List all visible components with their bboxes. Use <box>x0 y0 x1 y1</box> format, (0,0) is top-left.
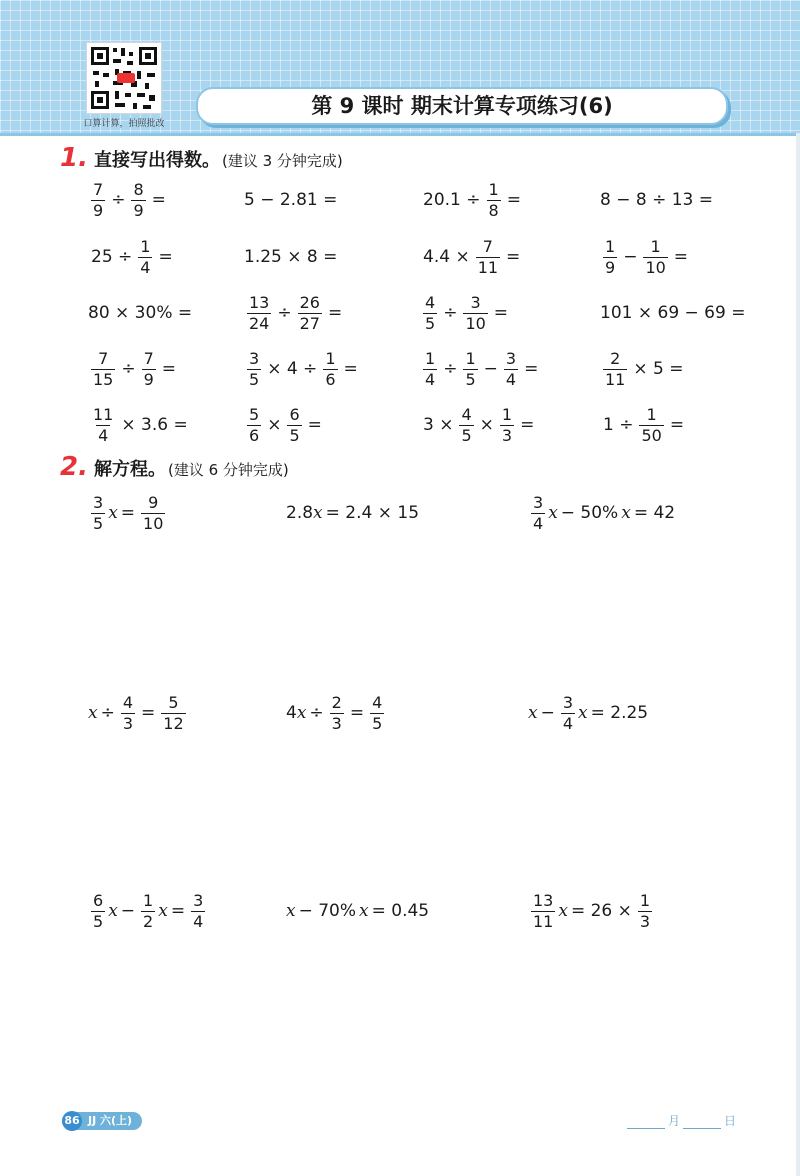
page-header <box>0 0 800 136</box>
qr-caption: 口算计算，拍照批改 <box>83 119 165 129</box>
equation-3: $\frac{3}{4}$ x − 50% x = 42 <box>533 492 676 533</box>
arithmetic-item: 3 × $\frac{4}{5}$ × $\frac{1}{3}$ = <box>423 404 535 445</box>
month-blank[interactable] <box>627 1116 665 1129</box>
equation-5: 4 x ÷ $\frac{2}{3}$ = $\frac{4}{5}$ <box>286 692 383 733</box>
arithmetic-item: $\frac{1}{4}$ ÷ $\frac{1}{5}$ − $\frac{3}{4}$ = <box>425 348 539 389</box>
page-number: 86 <box>62 1111 82 1131</box>
fraction: $\frac{1}{9}$ <box>605 236 616 277</box>
fraction: $\frac{13}{11}$ <box>533 890 554 931</box>
fraction: $\frac{1}{3}$ <box>639 890 651 931</box>
arithmetic-item: 4.4 × $\frac{7}{11}$ = <box>423 236 521 277</box>
section-1-note: (建议 3 分钟完成) <box>221 152 343 170</box>
fraction: $\frac{3}{4}$ <box>193 890 204 931</box>
fraction: $\frac{5}{6}$ <box>249 404 260 445</box>
book-label: JJ 六(上) <box>88 1114 133 1127</box>
fraction: $\frac{4}{5}$ <box>425 292 436 333</box>
arithmetic-item: $\frac{7}{15}$ ÷ $\frac{7}{9}$ = <box>93 348 177 389</box>
equation-1: $\frac{3}{5}$ x = $\frac{9}{10}$ <box>93 492 164 533</box>
arithmetic-item: 20.1 ÷ $\frac{1}{8}$ = <box>423 179 521 220</box>
arithmetic-item: $\frac{4}{5}$ ÷ $\frac{3}{10}$ = <box>425 292 509 333</box>
arithmetic-item: $\frac{2}{11}$ × 5 = <box>605 348 684 389</box>
fraction: $\frac{4}{5}$ <box>461 404 472 445</box>
fraction: $\frac{7}{11}$ <box>477 236 499 277</box>
fraction: $\frac{3}{4}$ <box>505 348 517 389</box>
fraction: $\frac{1}{5}$ <box>465 348 476 389</box>
arithmetic-item: 8 − 8 ÷ 13 = <box>600 190 714 210</box>
arithmetic-item: $\frac{11}{4}$ × 3.6 = <box>93 404 188 445</box>
fraction: $\frac{1}{4}$ <box>140 236 151 277</box>
section-1-number: 1. <box>60 143 88 173</box>
fraction: $\frac{7}{9}$ <box>93 179 104 220</box>
equation-4: x ÷ $\frac{4}{3}$ = $\frac{5}{12}$ <box>88 692 184 733</box>
fraction: $\frac{4}{5}$ <box>372 692 383 733</box>
equation-8: x − 70% x = 0.45 <box>286 901 430 921</box>
date-fields <box>624 1112 736 1129</box>
day-label: 日 <box>723 1114 736 1128</box>
fraction: $\frac{3}{4}$ <box>562 692 574 733</box>
arithmetic-item: 1 ÷ $\frac{1}{50}$ = <box>603 404 685 445</box>
fraction: $\frac{3}{4}$ <box>533 492 544 533</box>
arithmetic-item: 101 × 69 − 69 = <box>600 303 746 323</box>
fraction: $\frac{3}{5}$ <box>93 492 104 533</box>
equation-2: 2.8 x = 2.4 × 15 <box>286 503 420 523</box>
day-blank[interactable] <box>683 1116 721 1129</box>
fraction: $\frac{7}{15}$ <box>93 348 114 389</box>
fraction: $\frac{1}{8}$ <box>488 179 499 220</box>
page-badge <box>62 1112 142 1130</box>
arithmetic-item: 80 × 30% = <box>88 303 193 323</box>
arithmetic-item: 25 ÷ $\frac{1}{4}$ = <box>91 236 173 277</box>
arithmetic-item: $\frac{13}{24}$ ÷ $\frac{26}{27}$ = <box>249 292 343 333</box>
fraction: $\frac{1}{10}$ <box>645 236 666 277</box>
fraction: $\frac{9}{10}$ <box>143 492 164 533</box>
lesson-title: 第 9 课时 期末计算专项练习(6) <box>196 87 728 125</box>
fraction: $\frac{6}{5}$ <box>93 890 104 931</box>
fraction: $\frac{3}{10}$ <box>465 292 486 333</box>
section-2-note: (建议 6 分钟完成) <box>167 461 289 479</box>
arithmetic-item: $\frac{5}{6}$ × $\frac{6}{5}$ = <box>249 404 322 445</box>
section-1-title: 直接写出得数。 <box>93 150 220 171</box>
section-2-heading <box>60 452 289 482</box>
fraction: $\frac{13}{24}$ <box>249 292 270 333</box>
page-edge <box>796 133 800 1176</box>
fraction: $\frac{8}{9}$ <box>133 179 144 220</box>
fraction: $\frac{1}{3}$ <box>501 404 513 445</box>
equation-9: $\frac{13}{11}$ x = 26 × $\frac{1}{3}$ <box>533 890 651 931</box>
arithmetic-item: $\frac{7}{9}$ ÷ $\frac{8}{9}$ = <box>93 179 166 220</box>
fraction: $\frac{1}{2}$ <box>143 890 154 931</box>
fraction: $\frac{2}{3}$ <box>331 692 342 733</box>
fraction: $\frac{5}{12}$ <box>163 692 184 733</box>
fraction: $\frac{4}{3}$ <box>122 692 134 733</box>
arithmetic-item: $\frac{3}{5}$ × 4 ÷ $\frac{1}{6}$ = <box>249 348 358 389</box>
fraction: $\frac{26}{27}$ <box>299 292 320 333</box>
arithmetic-item: 1.25 × 8 = <box>244 247 338 267</box>
fraction: $\frac{6}{5}$ <box>289 404 300 445</box>
qr-code-icon[interactable] <box>86 42 162 114</box>
fraction: $\frac{2}{11}$ <box>605 348 626 389</box>
fraction: $\frac{3}{5}$ <box>249 348 260 389</box>
equation-7: $\frac{6}{5}$ x − $\frac{1}{2}$ x = $\frac{3}{4}$ <box>93 890 204 931</box>
arithmetic-item: $\frac{1}{9}$ − $\frac{1}{10}$ = <box>605 236 689 277</box>
fraction: $\frac{1}{4}$ <box>425 348 436 389</box>
fraction: $\frac{7}{9}$ <box>143 348 154 389</box>
month-label: 月 <box>667 1114 680 1128</box>
arithmetic-item: 5 − 2.81 = <box>244 190 338 210</box>
fraction: $\frac{1}{6}$ <box>325 348 336 389</box>
fraction: $\frac{11}{4}$ <box>93 404 114 445</box>
equation-6: x − $\frac{3}{4}$ x = 2.25 <box>528 692 649 733</box>
section-2-title: 解方程。 <box>93 459 166 480</box>
fraction: $\frac{1}{50}$ <box>641 404 662 445</box>
section-1-heading <box>60 143 343 173</box>
section-2-number: 2. <box>60 452 88 482</box>
